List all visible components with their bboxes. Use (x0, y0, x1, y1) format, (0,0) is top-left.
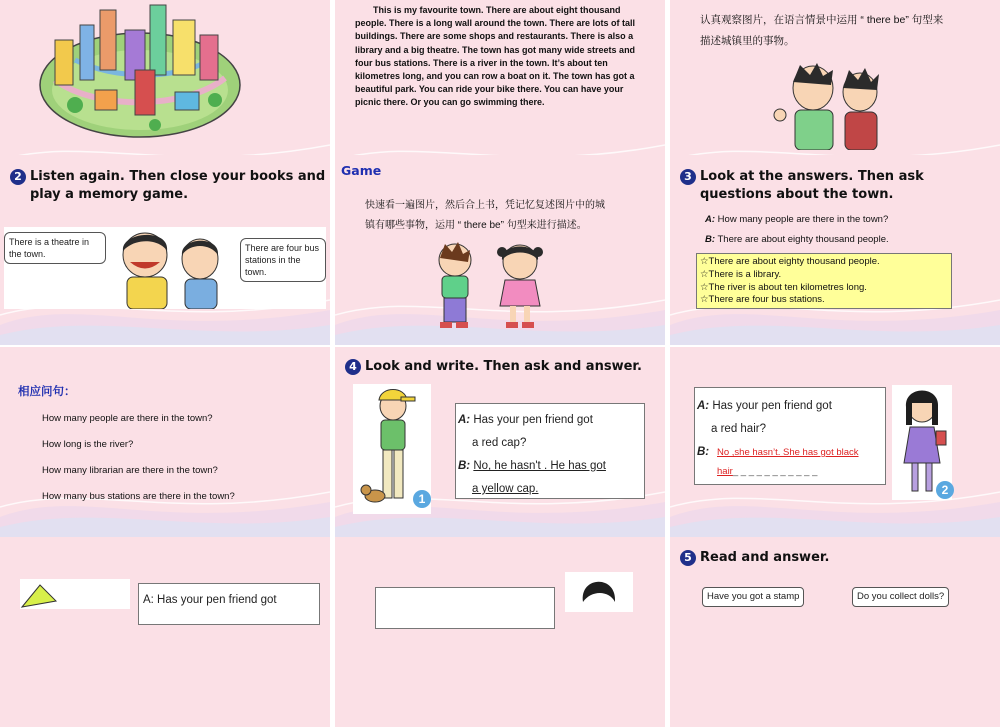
qa-line-b (705, 233, 889, 246)
question-item: How long is the river? (42, 439, 134, 450)
qa-line-a (705, 213, 888, 226)
dialogue-b-line-2 (717, 466, 817, 477)
qa-text-b: There are about eighty thousand people. (717, 234, 889, 245)
speaker-a-label: A: (458, 414, 471, 426)
two-boys-illustration (765, 60, 895, 150)
slide-corresponding-questions[interactable] (0, 347, 330, 537)
title-line-1: Listen again. Then close your books and (30, 169, 326, 184)
section-number-badge: 4 (345, 359, 361, 375)
speech-bubble-left: There is a theatre in the town. (4, 232, 106, 264)
title-line-2: questions about the town. (700, 187, 894, 202)
title-line-1: Look at the answers. Then ask (700, 169, 924, 184)
blank-line: _ _ _ _ _ _ _ _ _ _ _ (732, 466, 818, 477)
town-illustration (35, 0, 250, 140)
qa-text-a: How many people are there in the town? (717, 214, 889, 225)
speech-bubble-left: Have you got a stamp (702, 587, 804, 607)
section-number-badge: 5 (680, 550, 696, 566)
answer-item: ☆There is a library. (700, 268, 782, 280)
dialogue-a-line-1: Has your pen friend got (473, 414, 593, 426)
dialogue-b-answer: hair (717, 466, 733, 477)
section-number-badge: 3 (680, 169, 696, 185)
slide-look-and-write-2[interactable] (670, 347, 1000, 537)
slide-look-and-write-3[interactable] (0, 537, 330, 727)
questions-heading: 相应问句： (18, 386, 76, 398)
dialogue-b-line-1: No ,she hasn’t. She has got black (717, 447, 859, 458)
slide-read-and-answer[interactable] (670, 537, 1000, 727)
dialogue-b-line-1: No, he hasn't . He has got (473, 460, 606, 472)
section-title (680, 168, 924, 186)
question-item: How many bus stations are there in the town? (42, 491, 235, 502)
game-instruction-line-2: 镇有哪些事物，运用 “ there be” 句型来进行描述。 (365, 220, 587, 231)
game-instruction-line-1: 快速看一遍图片，然后合上书，凭记忆复述图片中的城 (365, 200, 605, 211)
answer-item: ☆There are about eighty thousand people. (700, 256, 880, 267)
qa-label-b: B: (705, 234, 716, 245)
speech-bubble-right: Do you collect dolls? (852, 587, 949, 607)
girl-short-hair-illustration (565, 572, 633, 602)
dialogue-box (138, 583, 320, 625)
dialogue-a-line-1: A: Has your pen friend got (143, 594, 277, 606)
section-title (680, 549, 829, 567)
answer-item: ☆There are four bus stations. (700, 294, 825, 306)
slide-ask-questions[interactable] (670, 155, 1000, 345)
boy-girl-illustration (430, 240, 550, 330)
dialogue-box (694, 387, 886, 485)
picture-badge: 2 (936, 481, 954, 499)
title-line-2: play a memory game. (30, 187, 189, 202)
dialogue-a-line-2: a red cap? (472, 437, 527, 449)
instruction-line-1: 认真观察图片，在语言情景中运用 “ there be” 句型来 (700, 14, 944, 26)
speaker-b-label: B: (458, 460, 471, 472)
dialogue-box (375, 587, 555, 629)
dialogue-box (455, 403, 645, 499)
dialogue-a-line-2: a red hair? (711, 423, 766, 435)
question-item: How many librarian are there in the town? (42, 465, 218, 476)
speech-bubble-right: There are four bus stations in the town. (240, 238, 326, 282)
answer-item: ☆The river is about ten kilometres long. (700, 281, 867, 293)
section-title (10, 168, 325, 186)
qa-label-a: A: (705, 214, 716, 225)
two-kids-illustration (105, 227, 235, 309)
speaker-a-label: A: (697, 400, 710, 412)
title-text: Read and answer. (700, 550, 830, 565)
picture-badge: 1 (413, 490, 431, 508)
section-title (345, 358, 642, 376)
game-heading: Game (341, 163, 382, 178)
reading-passage: This is my favourite town. There are about eight thousand people. There is a long wall around the town. There are lots of tall buildings. There are some shops and restaurants. There is also a library and a big theatre. The town has got many wide streets and four bus stations. There is a river in the town. It’s about ten kilometres long, and you can row a boat on it. The town has got a beautiful park. You can ride your bike there. You can have your picnic there. Or you can go swimming there. (355, 5, 636, 108)
wave-decoration (0, 477, 330, 537)
instruction-line-2: 描述城镇里的事物。 (700, 35, 795, 47)
question-item: How many people are there in the town? (42, 413, 213, 424)
title-text: Look and write. Then ask and answer. (365, 359, 642, 374)
section-number-badge: 2 (10, 169, 26, 185)
dialogue-a-line-1: Has your pen friend got (712, 400, 832, 412)
slide-look-and-write-1[interactable] (335, 347, 665, 537)
answers-box (696, 253, 952, 309)
kite-illustration (20, 579, 130, 609)
slide-memory-game[interactable] (0, 155, 330, 345)
slide-game[interactable] (335, 155, 665, 345)
dialogue-b-line-2: a yellow cap. (472, 483, 539, 495)
speaker-b-label: B: (697, 446, 710, 458)
slide-look-and-write-4[interactable] (335, 537, 665, 727)
